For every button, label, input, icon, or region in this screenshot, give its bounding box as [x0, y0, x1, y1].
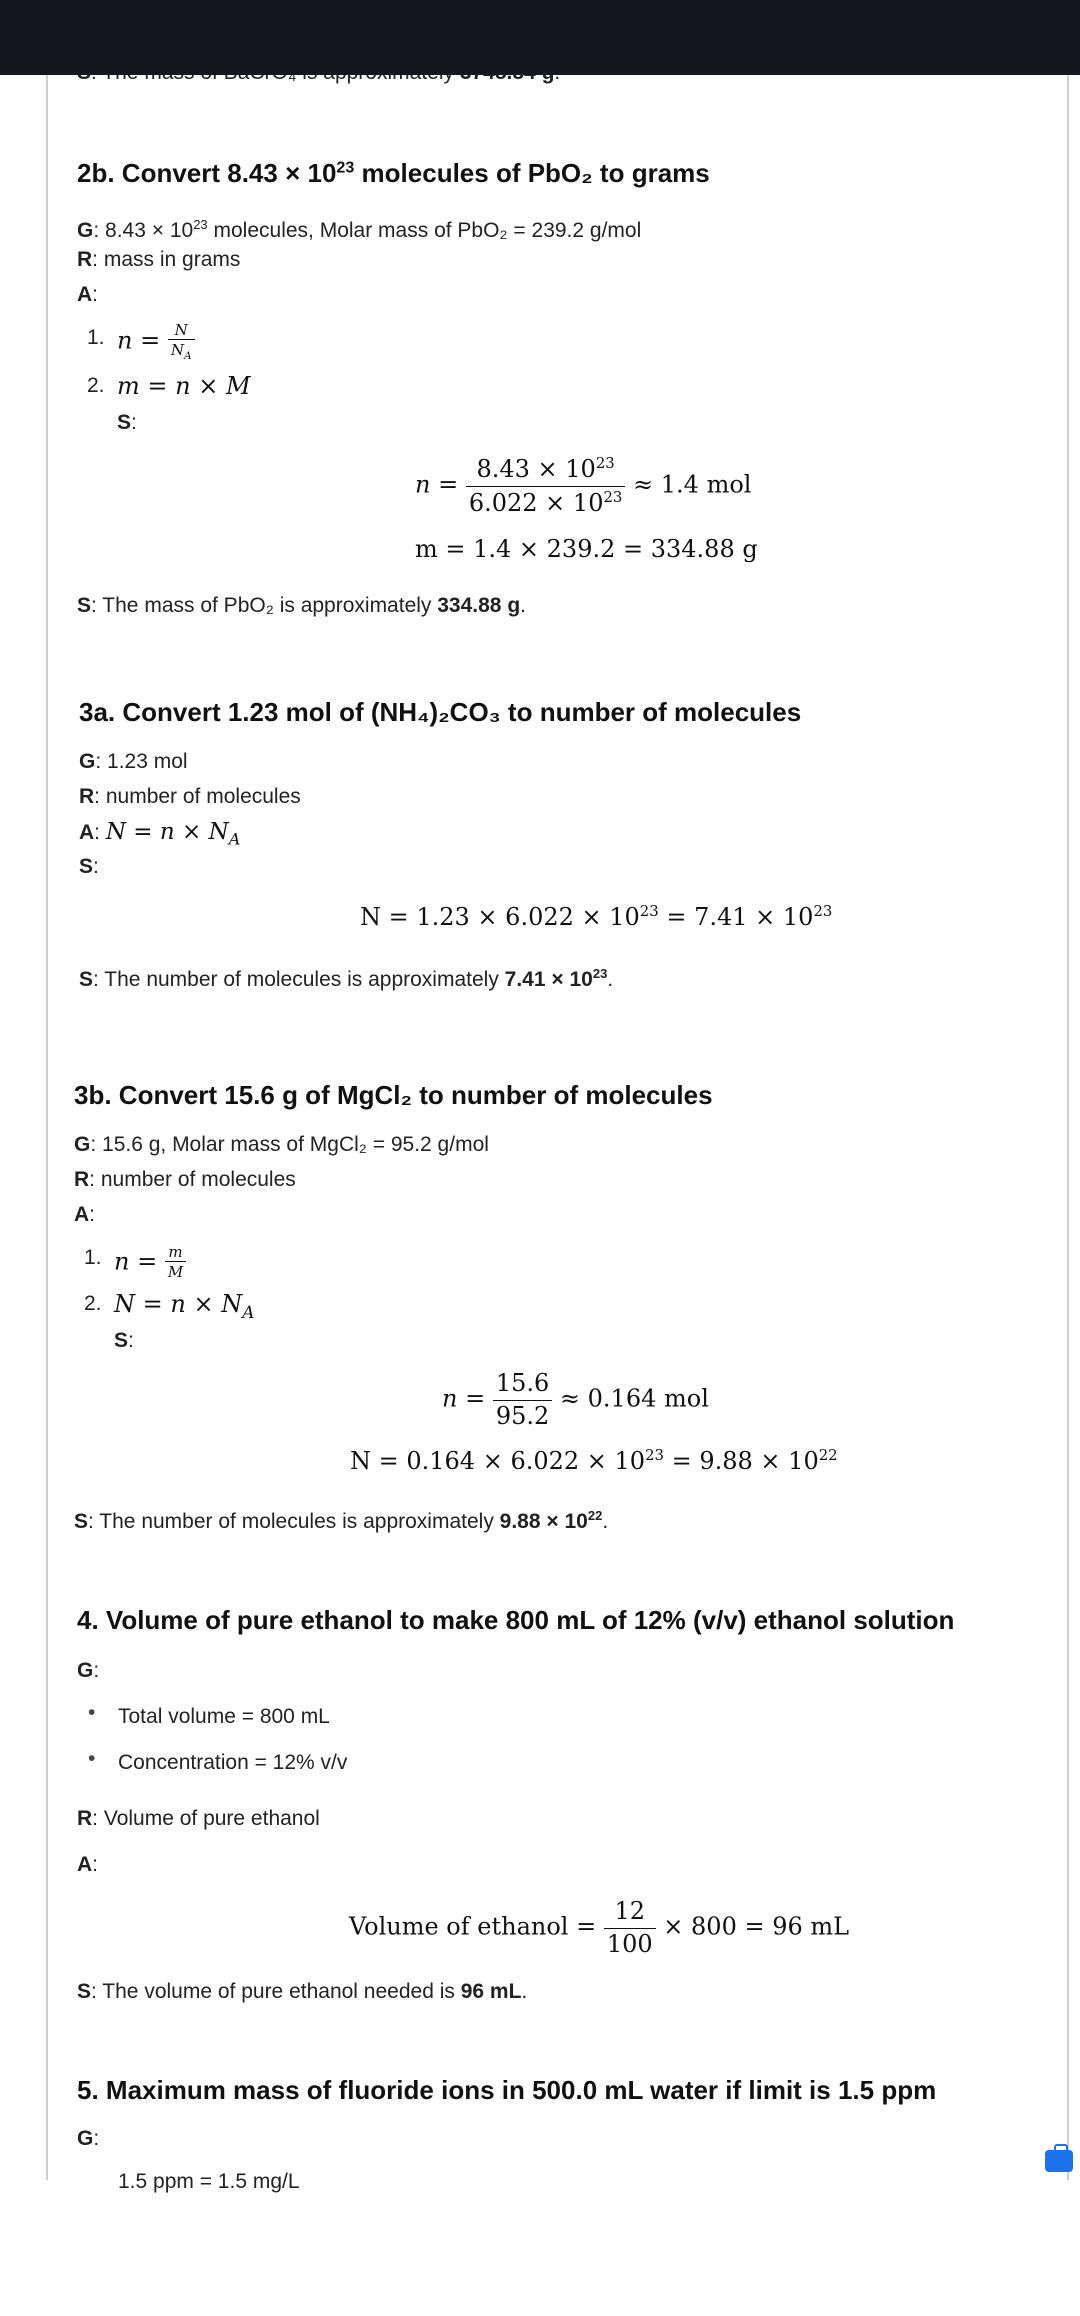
section-2b-analysis: A:	[77, 283, 99, 306]
section-3a-solution-label: S:	[79, 855, 99, 878]
section-3b-step2: $N = n \times N_A$	[114, 1290, 255, 1322]
section-4-equation: Volume of ethanol = $\frac{12}{100}$ × 800 = 96 mL	[349, 1897, 850, 1958]
section-3a-analysis: A: $N = n \times N_A$	[79, 819, 241, 849]
section-3a-equation: $N = 1.23 \times 6.022 \times 10^{23} = 7.41 \times 10^{23}$	[360, 902, 833, 931]
section-3b-equation-1: n = $\frac{15.6}{95.2}$ ≈ 0.164 mol	[442, 1369, 709, 1430]
step-number: 2.	[87, 374, 105, 397]
section-3b-summary: S: The number of molecules is approximately $9.88 \times 10^{22}$.	[74, 1508, 609, 1533]
section-3b-title: 3b. Convert 15.6 g of MgCl₂ to number of molecules	[74, 1080, 713, 1110]
section-2b-solution-label: S:	[117, 411, 137, 434]
step-number: 1.	[87, 326, 105, 349]
section-4-bullet: Total volume = 800 mL	[118, 1705, 330, 1728]
bullet-dot: •	[88, 1747, 96, 1770]
section-4-required: R: Volume of pure ethanol	[77, 1807, 320, 1830]
section-3b-given: G: 15.6 g, Molar mass of MgCl₂ = 95.2 g/mol	[74, 1133, 489, 1156]
section-3a-summary: S: The number of molecules is approximately $7.41 \times 10^{23}$.	[79, 966, 614, 991]
section-2b-equation-1: n = $\frac{8.43 \times 10^{23}}{6.022 \times 10^{23}}$ ≈ 1.4 mol	[415, 454, 752, 517]
section-4-analysis: A:	[77, 1853, 99, 1876]
section-3b-step1: n = $\frac{m}{M}$	[114, 1244, 186, 1282]
section-2b-title: 2b. Convert $8.43 \times 10^{23}$ molecules of PbO₂ to grams	[77, 158, 710, 188]
section-5-clipped-bullet: 1.5 ppm = 1.5 mg/L	[118, 2170, 300, 2193]
section-2b-step1: n = $\frac{N}{N_A}$	[117, 322, 195, 362]
briefcase-icon[interactable]	[1045, 2150, 1073, 2172]
section-5-title: 5. Maximum mass of fluoride ions in 500.0 mL water if limit is 1.5 ppm	[77, 2075, 937, 2105]
section-2b-given: G: $8.43 \times 10^{23}$ molecules, Molar mass of PbO₂ = 239.2 g/mol	[77, 217, 642, 242]
section-2b-summary: S: The mass of PbO₂ is approximately 334.88 g.	[77, 594, 526, 617]
section-3b-solution-label: S:	[114, 1329, 134, 1352]
section-3b-equation-2: $N = 0.164 \times 6.022 \times 10^{23} = 9.88 \times 10^{22}$	[350, 1446, 838, 1475]
section-3a-required: R: number of molecules	[79, 785, 301, 808]
section-5-given: G:	[77, 2127, 100, 2150]
section-3a-title: 3a. Convert 1.23 mol of (NH₄)₂CO₃ to number of molecules	[79, 697, 802, 727]
section-2b-step2: m = n × M	[117, 372, 251, 400]
section-2b-equation-2: m = 1.4 × 239.2 = 334.88 g	[415, 535, 758, 563]
section-4-summary: S: The volume of pure ethanol needed is 96 mL.	[77, 1980, 528, 2003]
section-2b-required: R: mass in grams	[77, 248, 241, 271]
bullet-dot: •	[88, 1701, 96, 1724]
step-number: 2.	[84, 1292, 102, 1315]
section-3b-required: R: number of molecules	[74, 1168, 296, 1191]
step-number: 1.	[84, 1246, 102, 1269]
section-4-given: G:	[77, 1659, 100, 1682]
section-3a-given: G: 1.23 mol	[79, 750, 188, 773]
section-4-bullet: Concentration = 12% v/v	[118, 1751, 348, 1774]
section-3b-analysis: A:	[74, 1203, 96, 1226]
section-4-title: 4. Volume of pure ethanol to make 800 mL of 12% (v/v) ethanol solution	[77, 1605, 955, 1635]
top-status-bar	[0, 0, 1080, 75]
